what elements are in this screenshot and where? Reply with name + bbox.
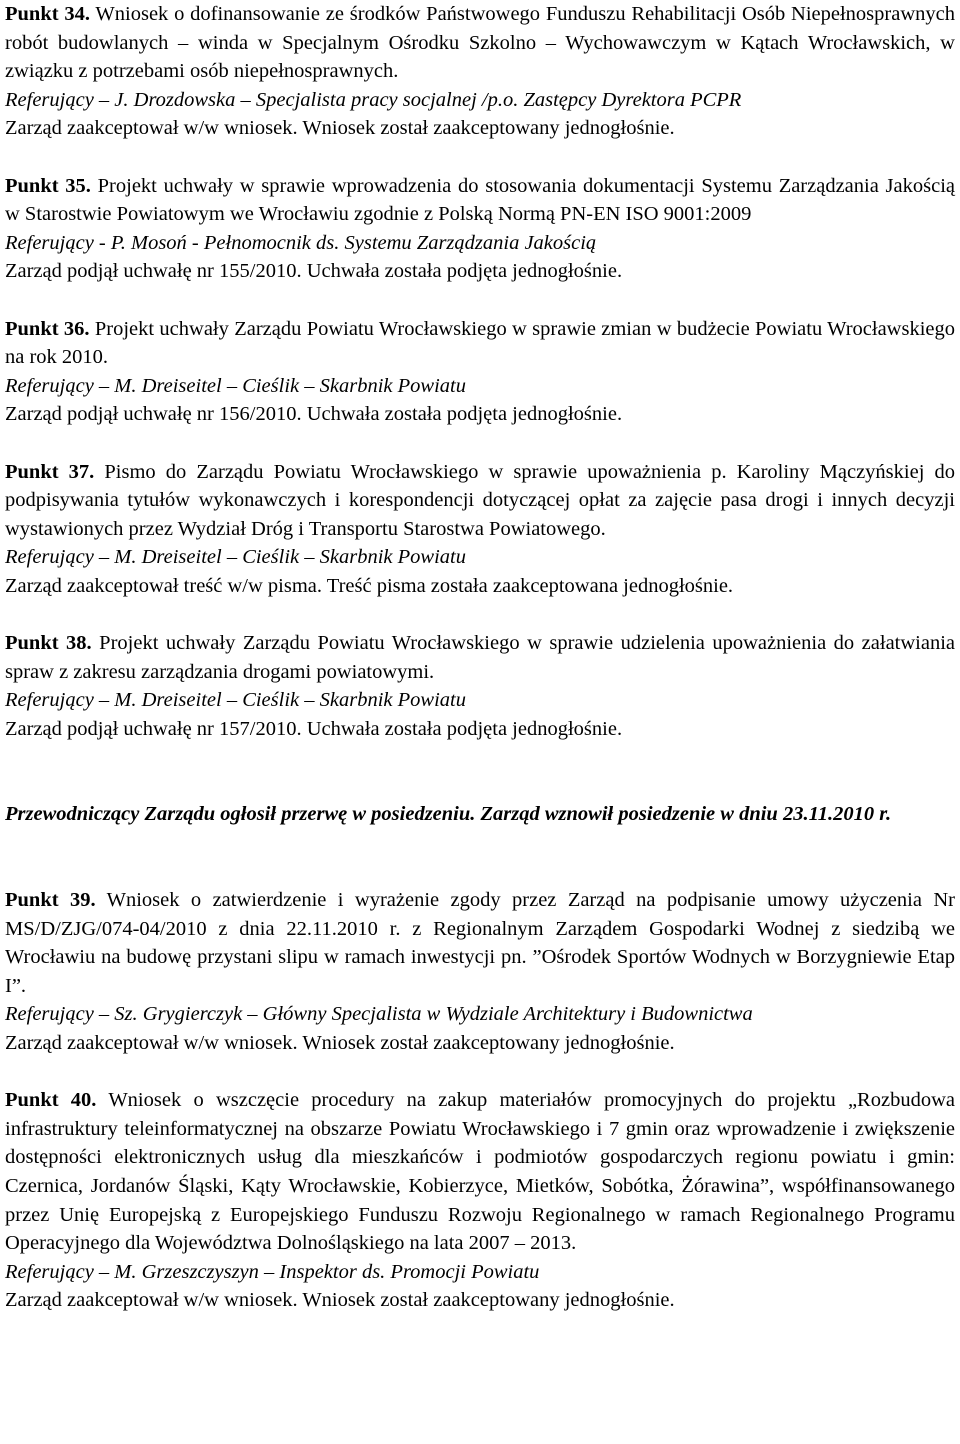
decision-line: Zarząd podjął uchwałę nr 156/2010. Uchwała została podjęta jednogłośnie. [5,403,623,426]
agenda-topic-text: Wniosek o zatwierdzenie i wyrażenie zgody przez Zarząd na podpisanie umowy użyczenia Nr MS/D/ZJG/074-04/2010 z dnia 22.11.2010 r. z Regionalnym Zarządem Gospodarki Wodnej z siedzibą we Wrocławiu na budowę przystani slipu w ramach inwestycji pn. ”Ośrodek Sportów Wodnych w Borzygniewie Etap I”. [5,889,955,997]
agenda-item-39 [5,886,955,1058]
referent-line: Referujący – M. Grzeszczyszyn – Inspektor ds. Promocji Powiatu [5,1260,540,1283]
agenda-item-36 [5,315,955,429]
agenda-item-40 [5,1086,955,1315]
agenda-item-label: Punkt 35. [5,174,91,197]
document-page [5,0,955,1315]
agenda-topic [5,0,955,86]
agenda-topic [5,886,955,1000]
referent-line: Referujący – J. Drozdowska – Specjalista pracy socjalnej /p.o. Zastępcy Dyrektora PCPR [5,88,742,111]
agenda-topic-text: Projekt uchwały Zarządu Powiatu Wrocławskiego w sprawie udzielenia upoważnienia do załatwiania spraw z zakresu zarządzania drogami powiatowymi. [5,632,956,683]
decision-line: Zarząd zaakceptował w/w wniosek. Wniosek został zaakceptowany jednogłośnie. [5,1289,675,1312]
agenda-item-label: Punkt 37. [5,460,95,483]
referent-line: Referujący – M. Dreiseitel – Cieślik – Skarbnik Powiatu [5,689,466,712]
agenda-topic-text: Projekt uchwały Zarządu Powiatu Wrocławskiego w sprawie zmian w budżecie Powiatu Wrocławskiego na rok 2010. [5,317,956,369]
agenda-topic [5,458,955,544]
agenda-item-35 [5,172,955,286]
agenda-item-38 [5,629,955,743]
referent-line: Referujący – Sz. Grygierczyk – Główny Specjalista w Wydziale Architektury i Budownictwa [5,1003,753,1026]
agenda-topic-text: Pismo do Zarządu Powiatu Wrocławskiego w sprawie upoważnienia p. Karoliny Mączyńskiej do podpisywania tytułów wykonawczych i korespondencji dotyczącej opłat za zajęcie pasa drogi i innych decyzji wystawionych przez Wydział Dróg i Transportu Starostwa Powiatowego. [5,460,956,540]
agenda-item-label: Punkt 40. [5,1089,97,1112]
agenda-topic [5,629,955,686]
agenda-topic-text: Wniosek o wszczęcie procedury na zakup materiałów promocyjnych do projektu „Rozbudowa infrastruktury teleinformatycznej na obszarze Powiatu Wrocławskiego i 7 gmin oraz wprowadzenie i zwiększenie dostępności elektronicznych usług dla mieszkańców i podmiotów gospodarczych regionu powiatu i gmin: Czernica, Jordanów Śląski, Kąty Wrocławskie, Kobierzyce, Mietków, Sobótka, Żórawina”, współfinansowanego przez Unię Europejską z Europejskiego Funduszu Rozwoju Regionalnego w ramach Regionalnego Programu Operacyjnego dla Województwa Dolnośląskiego na lata 2007 – 2013. [5,1089,955,1255]
break-announcement-text: Przewodniczący Zarządu ogłosił przerwę w posiedzeniu. Zarząd wznowił posiedzenie w dniu [5,803,778,826]
agenda-item-label: Punkt 36. [5,317,90,340]
agenda-topic-text: Projekt uchwały w sprawie wprowadzenia do stosowania dokumentacji Systemu Zarządzania Jakością w Starostwie Powiatowym we Wrocławiu zgodnie z Polską Normą PN-EN ISO 9001:2009 [5,174,955,226]
referent-line: Referujący – M. Dreiseitel – Cieślik – Skarbnik Powiatu [5,374,466,397]
decision-line: Zarząd zaakceptował treść w/w pisma. Treść pisma została zaakceptowana jednogłośnie. [5,574,734,597]
resume-date: 23.11.2010 r. [782,803,892,826]
agenda-item-34 [5,0,955,143]
agenda-topic [5,1086,955,1258]
referent-line: Referujący - P. Mosoń - Pełnomocnik ds. Systemu Zarządzania Jakością [5,231,597,254]
referent-line: Referujący – M. Dreiseitel – Cieślik – Skarbnik Powiatu [5,546,466,569]
agenda-item-label: Punkt 39. [5,889,96,912]
agenda-topic-text: Wniosek o dofinansowanie ze środków Państwowego Funduszu Rehabilitacji Osób Niepełnosprawnych robót budowlanych – winda w Specjalnym Ośrodku Szkolno – Wychowawczym w Kątach Wrocławskich, w związku z potrzebami osób niepełnosprawnych. [5,3,955,83]
decision-line: Zarząd zaakceptował w/w wniosek. Wniosek został zaakceptowany jednogłośnie. [5,117,675,140]
agenda-item-37 [5,458,955,601]
agenda-topic [5,172,955,229]
decision-line: Zarząd podjął uchwałę nr 155/2010. Uchwała została podjęta jednogłośnie. [5,260,623,283]
decision-line: Zarząd zaakceptował w/w wniosek. Wniosek został zaakceptowany jednogłośnie. [5,1032,675,1054]
agenda-item-label: Punkt 34. [5,3,90,25]
agenda-topic [5,315,955,372]
agenda-item-label: Punkt 38. [5,632,92,655]
decision-line: Zarząd podjął uchwałę nr 157/2010. Uchwała została podjęta jednogłośnie. [5,717,623,740]
break-announcement [5,800,955,829]
